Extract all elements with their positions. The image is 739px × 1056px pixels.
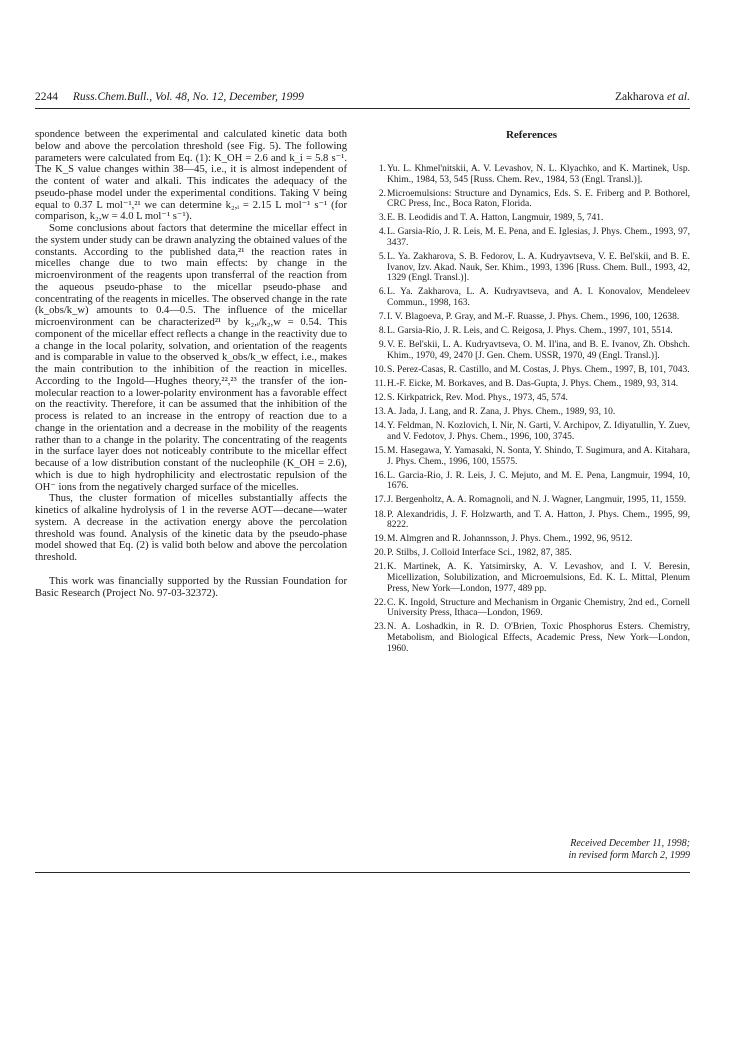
- paragraph-1: spondence between the experimental and calculated kinetic data both below and above the percolation threshold (see Fig. 5). The following parameters were calculated from Eq. (1): K_OH = 2.6 and k_i = 5.8 s⁻¹. The K_S value changes within 38—45, i.e., it is almost independent of the content of water and alkali. This indicates the adequacy of the pseudo-phase model under the experimental conditions. Taking V being equal to 0.37 L mol⁻¹,²¹ we can determine k₂,ᵢ = 2.15 L mol⁻¹ s⁻¹ (for comparison, k₂,w = 4.0 L mol⁻¹ s⁻¹).: [35, 129, 347, 223]
- reference-item: [373, 213, 690, 224]
- reference-text: N. A. Loshadkin, in R. D. O'Brien, Toxic Phosphorus Esters. Chemistry, Metabolism, and Biological Effects, Academic Press, New York—London, 1960.: [387, 622, 690, 654]
- references-list: [373, 164, 690, 654]
- reference-item: [373, 534, 690, 545]
- header-authors: Zakharova: [614, 91, 665, 103]
- reference-number: 12.: [374, 393, 386, 404]
- reference-number: 2.: [378, 188, 386, 199]
- reference-text: S. Perez-Casas, R. Castillo, and M. Costas, J. Phys. Chem., 1997, B, 101, 7043.: [387, 365, 690, 375]
- reference-number: 15.: [374, 446, 386, 457]
- references-heading: References: [505, 129, 558, 141]
- reference-text: S. Kirkpatrick, Rev. Mod. Phys., 1973, 45, 574.: [387, 393, 568, 404]
- reference-number: 13.: [374, 407, 386, 418]
- received-note: [569, 838, 690, 861]
- reference-number: 17.: [374, 495, 386, 506]
- reference-item: [373, 312, 690, 323]
- paragraph-3: Thus, the cluster formation of micelles substantially affects the kinetics of alkaline hydrolysis of 1 in the reverse AOT—decane—water system. A decrease in the activation energy above the percolation threshold was found. Analysis of the kinetic data by the pseudo-phase model showed that Eq. (2) is valid both below and above the percolation threshold.: [35, 493, 347, 563]
- reference-number: 3.: [378, 213, 386, 224]
- reference-text: H.-F. Eicke, M. Borkaves, and B. Das-Gupta, J. Phys. Chem., 1989, 93, 314.: [387, 379, 679, 390]
- reference-number: 10.: [374, 365, 386, 375]
- reference-number: 1.: [378, 164, 386, 174]
- reference-text: L. Ya. Zakharova, L. A. Kudryavtseva, and A. I. Konovalov, Mendeleev Commun., 1998, 163.: [387, 287, 690, 309]
- paragraph-2: Some conclusions about factors that determine the micellar effect in the system under study can be drawn analyzing the obtained values of the constants. According to the published data,²¹ the reaction rates in micelles change due to two main effects: by change in the microenvironment of the reagents upon transferral of the reaction from the aqueous pseudo-phase to the micellar pseudo-phase and concentrating of the reagents in micelles. The observed change in the rate (k_obs/k_w) amounts to 0.4—0.5. The influence of the micellar microenvironment can be characterized²¹ by k₂,ᵢ/k₂,w = 0.54. This component of the micellar effect reflects a change in the reactivity due to a change in the local polarity, solvation, and orientation of the reagents and is comparable in value to the observed k_obs/k_w effect, i.e., makes the main contribution to the inhibition of the reaction in micelles. According to the Ingold—Hughes theory,²²,²³ the transfer of the ion-molecular reaction to a lower-polarity environment has a favorable effect on the reactivity. Therefore, it can be assumed that the inhibition of the process is related to an increase in the entropy of reaction due to a change in the orientation and a decrease in the mobility of the reagents rather than to a change in the polarity. The concentrating of the reagents in the surface layer does not noticeably contribute to the micellar effect because of a low distribution constant of the nucleophile (K_OH = 2.6), which is due to high hydrophilicity and electrostatic repulsion of the OH⁻ ions from the negatively charged surface of the micelles.: [35, 223, 347, 493]
- reference-text: P. Alexandridis, J. F. Holzwarth, and T. A. Hatton, J. Phys. Chem., 1995, 99, 8222.: [387, 509, 690, 531]
- reference-item: [373, 421, 690, 442]
- revised-date: in revised form March 2, 1999: [568, 849, 690, 861]
- reference-text: M. Hasegawa, Y. Yamasaki, N. Sonta, Y. Shindo, T. Sugimura, and A. Kitahara, J. Phys. Chem., 1996, 100, 15575.: [387, 446, 690, 467]
- page-number: 2244: [35, 91, 58, 103]
- reference-item: [373, 189, 690, 210]
- header-rule: [35, 108, 690, 109]
- reference-item: [373, 340, 690, 361]
- reference-number: 18.: [374, 509, 386, 520]
- header-left: [35, 91, 304, 103]
- header-right: [615, 91, 690, 103]
- reference-text: A. Jada, J. Lang, and R. Zana, J. Phys. Chem., 1989, 93, 10.: [387, 407, 616, 418]
- reference-item: [373, 252, 690, 284]
- reference-number: 22.: [374, 597, 386, 608]
- reference-text: E. B. Leodidis and T. A. Hatton, Langmuir, 1989, 5, 741.: [387, 213, 604, 224]
- reference-text: L. Ya. Zakharova, S. B. Fedorov, L. A. Kudryavtseva, V. E. Bel'skii, and B. E. Ivanov, Izv. Akad. Nauk, Ser. Khim., 1993, 1396 [Russ. Chem. Bull., 1993, 42, 1329 (Engl. Transl.)].: [387, 252, 690, 284]
- running-header: [35, 91, 690, 107]
- reference-text: L. Garsia-Rio, J. R. Leis, M. E. Pena, and E. Iglesias, J. Phys. Chem., 1993, 97, 3437.: [387, 227, 690, 249]
- acknowledgement: This work was financially supported by the Russian Foundation for Basic Research (Project No. 97-03-32372).: [35, 575, 347, 599]
- reference-item: [373, 510, 690, 531]
- reference-item: [373, 287, 690, 308]
- reference-number: 23.: [374, 622, 386, 633]
- reference-number: 21.: [374, 562, 386, 573]
- references-column: [373, 129, 690, 658]
- reference-number: 8.: [378, 326, 386, 337]
- reference-text: M. Almgren and R. Johannsson, J. Phys. Chem., 1992, 96, 9512.: [387, 534, 633, 545]
- reference-text: L. Garsia-Rio, J. R. Leis, and C. Reigosa, J. Phys. Chem., 1997, 101, 5514.: [387, 326, 673, 337]
- reference-item: [373, 548, 690, 559]
- reference-number: 4.: [378, 227, 386, 238]
- reference-text: I. V. Blagoeva, P. Gray, and M.-F. Ruasse, J. Phys. Chem., 1996, 100, 12638.: [387, 312, 680, 323]
- reference-number: 14.: [374, 421, 386, 432]
- reference-item: [373, 164, 690, 185]
- reference-number: 19.: [374, 534, 386, 545]
- reference-item: [373, 326, 690, 337]
- reference-number: 20.: [374, 548, 386, 559]
- reference-item: [373, 365, 690, 376]
- journal-citation: Russ.Chem.Bull., Vol. 48, No. 12, December, 1999: [72, 91, 304, 103]
- reference-item: [373, 471, 690, 492]
- reference-item: [373, 446, 690, 467]
- reference-text: C. K. Ingold, Structure and Mechanism in Organic Chemistry, 2nd ed., Cornell University Press, Ithaca—London, 1969.: [387, 597, 690, 619]
- reference-number: 16.: [374, 470, 386, 481]
- reference-text: K. Martinek, A. K. Yatsimirsky, A. V. Levashov, and I. V. Beresin, Micellization, Solubilization, and Microemulsions, Ed. K. L. Mittal, Plenum Press, New York—London, 1977, 489 pp.: [387, 562, 690, 594]
- left-column: [35, 129, 347, 599]
- reference-item: [373, 379, 690, 390]
- reference-item: [373, 598, 690, 619]
- reference-number: 6.: [378, 287, 386, 298]
- reference-item: [373, 227, 690, 248]
- reference-item: [373, 562, 690, 594]
- reference-text: V. E. Bel'skii, L. A. Kudryavtseva, O. M. Il'ina, and B. E. Ivanov, Zh. Obshch. Khim., 1970, 49, 2470 [J. Gen. Chem. USSR, 1970, 49 (Engl. Transl.)].: [387, 340, 690, 361]
- reference-item: [373, 495, 690, 506]
- reference-text: J. Bergenholtz, A. A. Romagnoli, and N. J. Wagner, Langmuir, 1995, 11, 1559.: [387, 495, 687, 506]
- reference-number: 7.: [378, 312, 386, 323]
- reference-item: [373, 622, 690, 654]
- reference-number: 9.: [378, 340, 386, 351]
- reference-number: 5.: [378, 252, 386, 263]
- reference-text: Microemulsions: Structure and Dynamics, Eds. S. E. Friberg and P. Bothorel, CRC Press, Inc., Boca Raton, Florida.: [387, 188, 690, 210]
- reference-number: 11.: [374, 379, 386, 390]
- reference-item: [373, 407, 690, 418]
- footer-rule: [35, 872, 690, 873]
- reference-text: P. Stilbs, J. Colloid Interface Sci., 1982, 87, 385.: [387, 548, 572, 559]
- reference-item: [373, 393, 690, 404]
- received-date: Received December 11, 1998;: [570, 838, 690, 849]
- reference-text: Yu. L. Khmel'nitskii, A. V. Levashov, N. L. Klyachko, and K. Martinek, Usp. Khim., 1984, 53, 545 [Russ. Chem. Rev., 1984, 53 (Engl. Transl.)].: [387, 164, 690, 185]
- header-et-al: et al.: [667, 91, 690, 103]
- reference-text: L. Garcia-Rio, J. R. Leis, J. C. Mejuto, and M. E. Pena, Langmuir, 1994, 10, 1676.: [387, 470, 690, 492]
- reference-text: Y. Feldman, N. Kozlovich, I. Nir, N. Garti, V. Archipov, Z. Idiyatullin, Y. Zuev, and V. Fedotov, J. Phys. Chem., 1996, 100, 3745.: [387, 421, 690, 442]
